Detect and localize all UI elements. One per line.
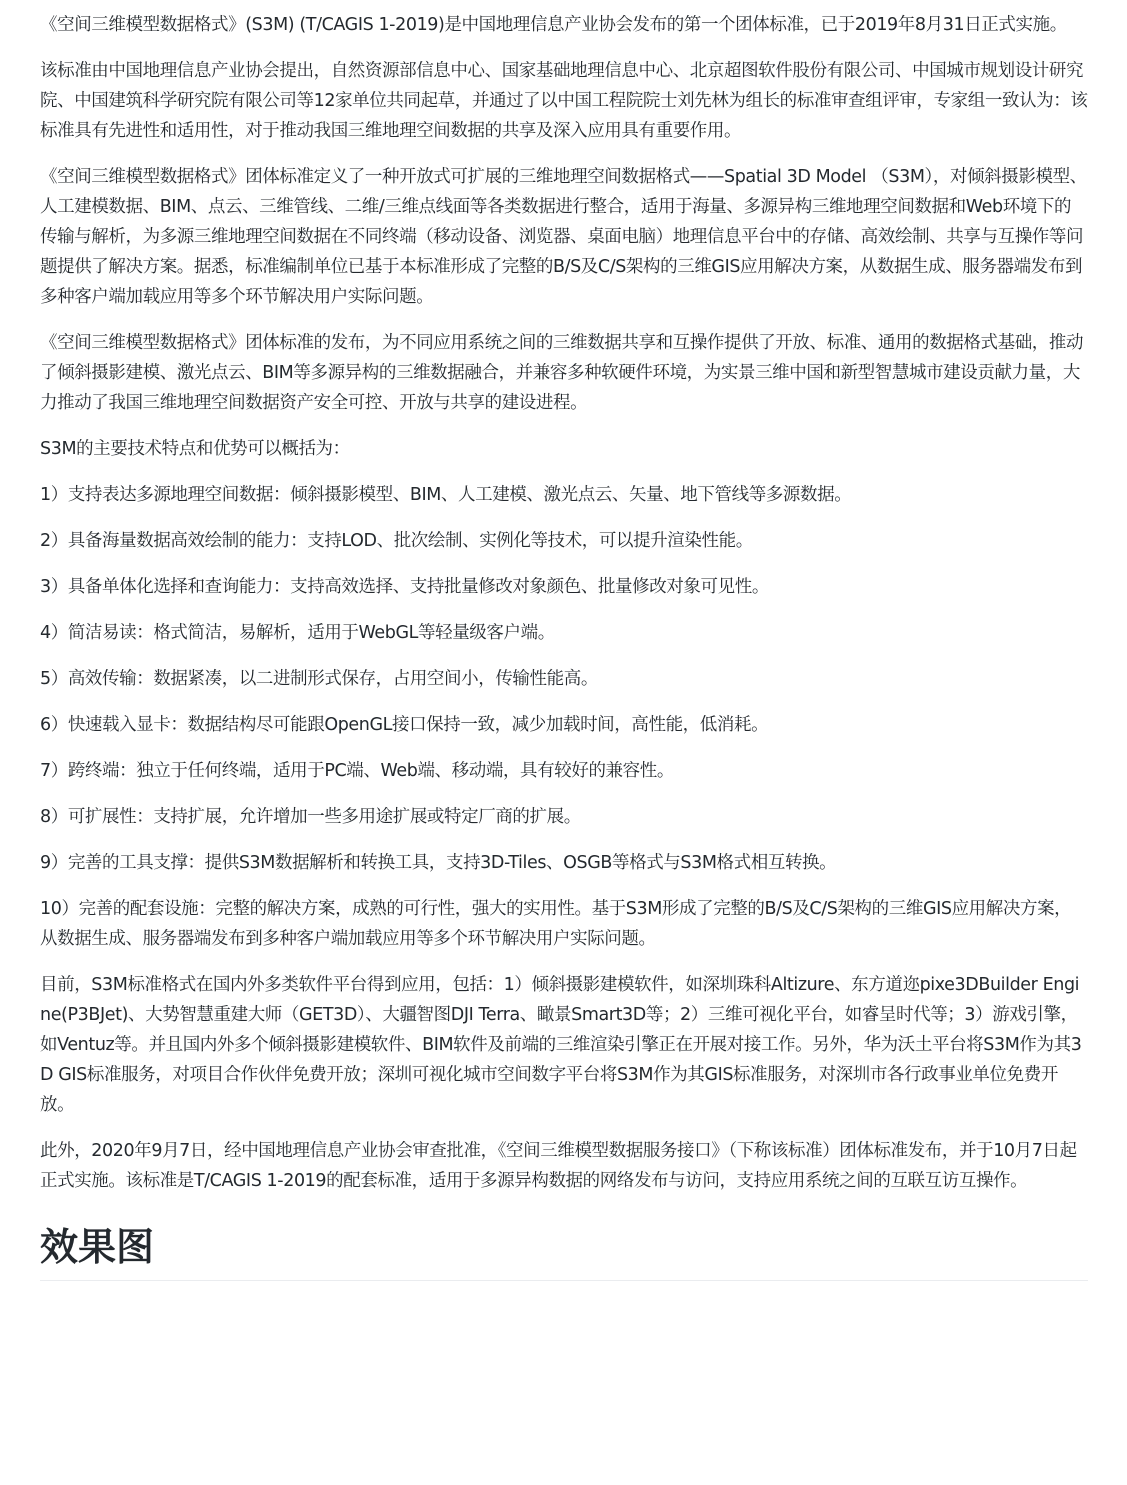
feature-item: 6）快速载入显卡：数据结构尽可能跟OpenGL接口保持一致，减少加载时间，高性能，低消耗。 bbox=[40, 715, 769, 735]
drafting-paragraph: 该标准由中国地理信息产业协会提出，自然资源部信息中心、国家基础地理信息中心、北京超图软件股份有限公司、中国城市规划设计研究院、中国建筑科学研究院有限公司等12家单位共同起草，并通过了以中国工程院院士刘先林为组长的标准审查组评审，专家组一致认为：该标准具有先进性和适用性，对于推动我国三维地理空间数据的共享及深入应用具有重要作用。 bbox=[40, 61, 1088, 141]
applications-paragraph: 目前，S3M标准格式在国内外多类软件平台得到应用，包括：1）倾斜摄影建模软件，如深圳珠科Altizure、东方道迩pixe3DBuilder Engine(P3BJet)、大势智慧重建大师（GET3D）、大疆智图DJI Terra、瞰景Smart3D等；2）三维可视化平台，如睿呈时代等；3）游戏引擎，如Ventuz等。并且国内外多个倾斜摄影建模软件、BIM软件及前端的三维渲染引擎正在开展对接工作。另外，华为沃土平台将S3M作为其3D GIS标准服务，对项目合作伙伴免费开放；深圳可视化城市空间数字平台将S3M作为其GIS标准服务，对深圳市各行政事业单位免费开放。 bbox=[40, 975, 1082, 1115]
significance-paragraph: 《空间三维模型数据格式》团体标准的发布，为不同应用系统之间的三维数据共享和互操作提供了开放、标准、通用的数据格式基础，推动了倾斜摄影建模、激光点云、BIM等多源异构的三维数据融合，并兼容多种软硬件环境，为实景三维中国和新型智慧城市建设贡献力量，大力推动了我国三维地理空间数据资产安全可控、开放与共享的建设进程。 bbox=[40, 333, 1084, 413]
markdown-document bbox=[40, 10, 1088, 1281]
feature-item: 9）完善的工具支撑：提供S3M数据解析和转换工具，支持3D-Tiles、OSGB等格式与S3M格式相互转换。 bbox=[40, 853, 837, 873]
intro-paragraph: 《空间三维模型数据格式》(S3M) (T/CAGIS 1-2019)是中国地理信息产业协会发布的第一个团体标准，已于2019年8月31日正式实施。 bbox=[40, 15, 1067, 35]
feature-item: 7）跨终端：独立于任何终端，适用于PC端、Web端、移动端，具有较好的兼容性。 bbox=[40, 761, 674, 781]
features-intro: S3M的主要技术特点和优势可以概括为： bbox=[40, 439, 350, 459]
section-heading-effects: 效果图 bbox=[40, 1222, 1088, 1281]
feature-item: 3）具备单体化选择和查询能力：支持高效选择、支持批量修改对象颜色、批量修改对象可见性。 bbox=[40, 577, 769, 597]
feature-item: 2）具备海量数据高效绘制的能力：支持LOD、批次绘制、实例化等技术，可以提升渲染性能。 bbox=[40, 531, 753, 551]
service-interface-paragraph: 此外，2020年9月7日，经中国地理信息产业协会审查批准，《空间三维模型数据服务接口》（下称该标准）团体标准发布，并于10月7日起正式实施。该标准是T/CAGIS 1-2019的配套标准，适用于多源异构数据的网络发布与访问，支持应用系统之间的互联互访互操作。 bbox=[40, 1141, 1077, 1191]
definition-paragraph: 《空间三维模型数据格式》团体标准定义了一种开放式可扩展的三维地理空间数据格式——Spatial 3D Model （S3M），对倾斜摄影模型、人工建模数据、BIM、点云、三维管线、二维/三维点线面等各类数据进行整合，适用于海量、多源异构三维地理空间数据和Web环境下的传输与解析，为多源三维地理空间数据在不同终端（移动设备、浏览器、桌面电脑）地理信息平台中的存储、高效绘制、共享与互操作等问题提供了解决方案。据悉，标准编制单位已基于本标准形成了完整的B/S及C/S架构的三维GIS应用解决方案，从数据生成、服务器端发布到多种客户端加载应用等多个环节解决用户实际问题。 bbox=[40, 167, 1087, 307]
feature-item: 1）支持表达多源地理空间数据：倾斜摄影模型、BIM、人工建模、激光点云、矢量、地下管线等多源数据。 bbox=[40, 485, 852, 505]
feature-item: 4）简洁易读：格式简洁，易解析，适用于WebGL等轻量级客户端。 bbox=[40, 623, 555, 643]
feature-item: 8）可扩展性：支持扩展，允许增加一些多用途扩展或特定厂商的扩展。 bbox=[40, 807, 581, 827]
feature-item: 10）完善的配套设施：完整的解决方案，成熟的可行性，强大的实用性。基于S3M形成了完整的B/S及C/S架构的三维GIS应用解决方案，从数据生成、服务器端发布到多种客户端加载应用等多个环节解决用户实际问题。 bbox=[40, 899, 1072, 949]
feature-item: 5）高效传输：数据紧凑，以二进制形式保存，占用空间小，传输性能高。 bbox=[40, 669, 598, 689]
